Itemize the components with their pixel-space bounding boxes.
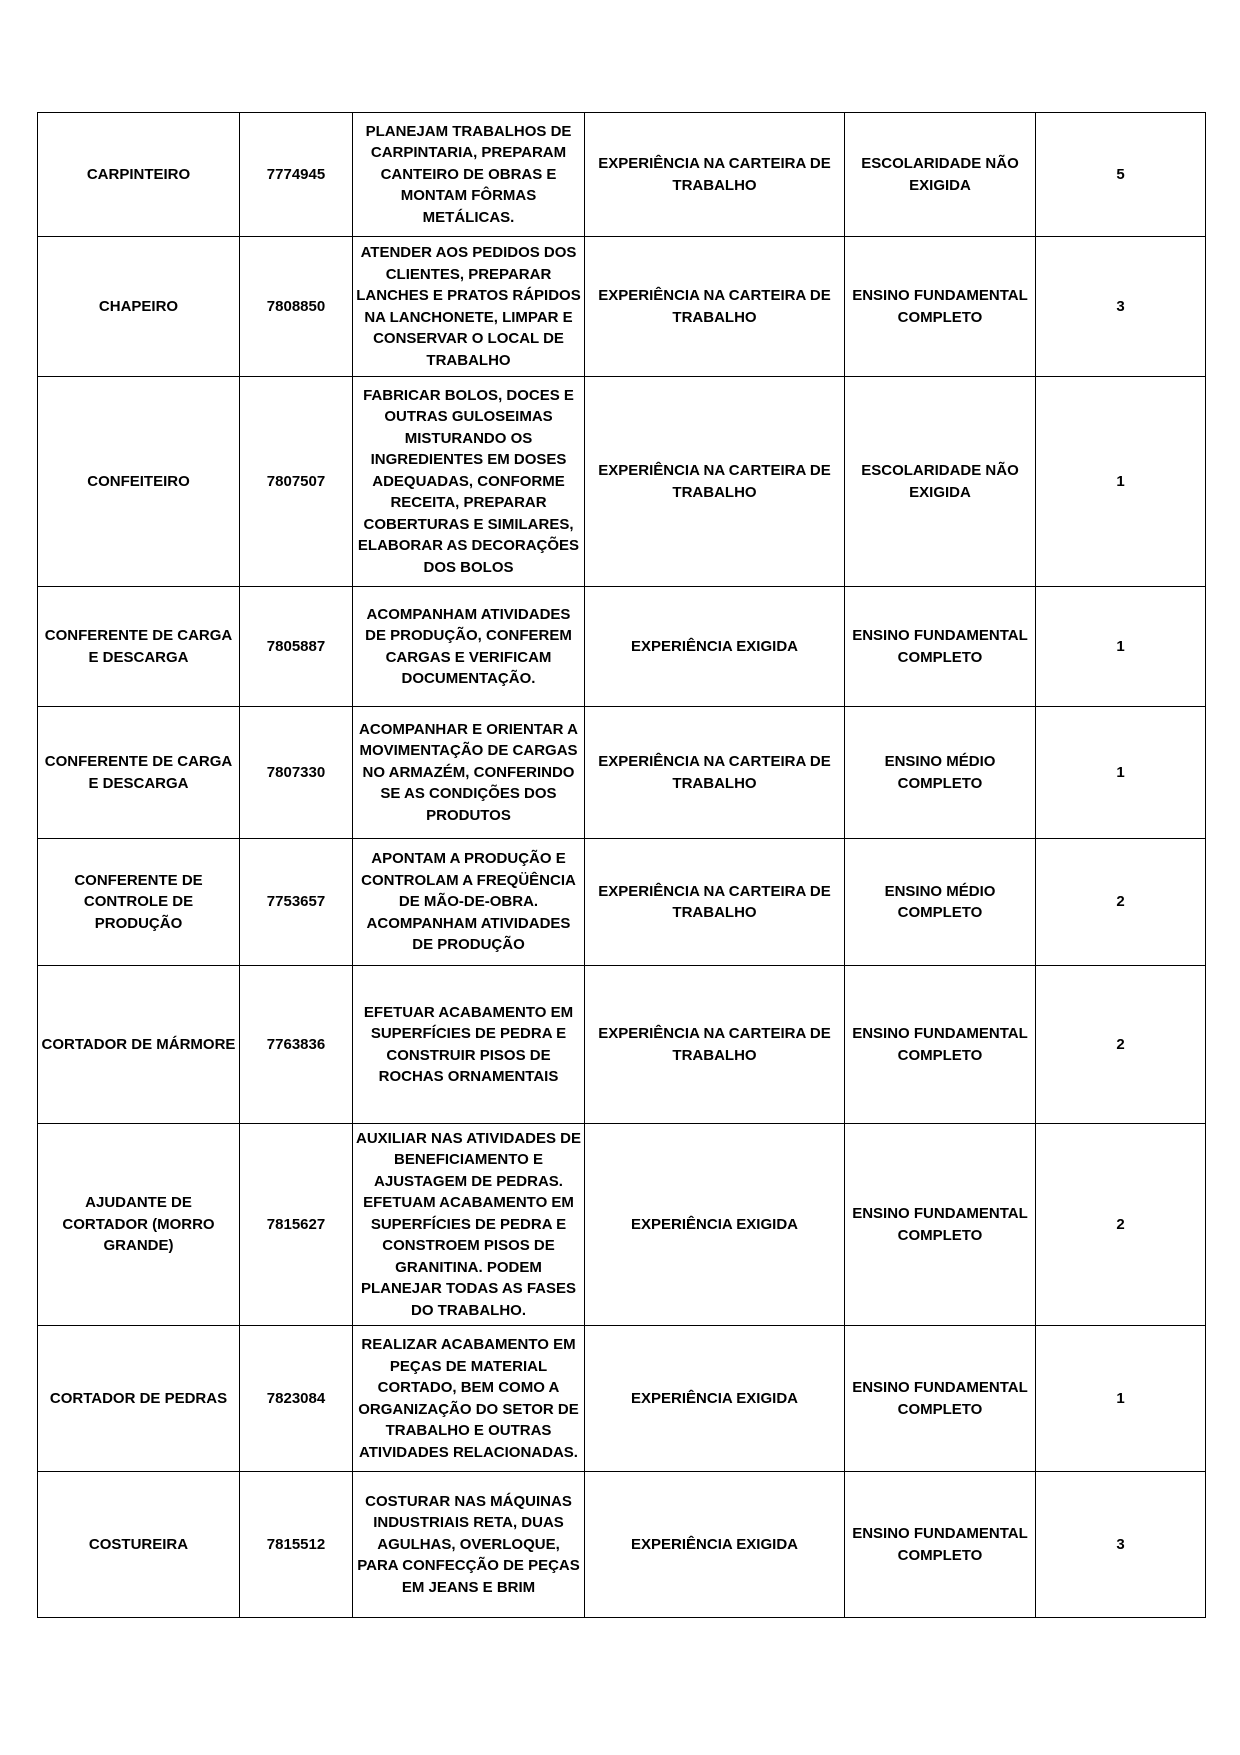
vacancies-count-cell: 1 (1036, 707, 1206, 839)
job-description-cell: AUXILIAR NAS ATIVIDADES DE BENEFICIAMENTO E AJUSTAGEM DE PEDRAS. EFETUAM ACABAMENTO EM SUPERFÍCIES DE PEDRA E CONSTROEM PISOS DE GRANITINA. PODEM PLANEJAR TODAS AS FASES DO TRABALHO. (353, 1124, 585, 1326)
job-code-cell: 7807507 (240, 377, 353, 587)
job-code-cell: 7763836 (240, 966, 353, 1124)
vacancies-count-cell: 2 (1036, 1124, 1206, 1326)
job-vacancies-body (38, 113, 1206, 1618)
education-requirement-cell: ENSINO FUNDAMENTAL COMPLETO (845, 237, 1036, 377)
experience-requirement-cell: EXPERIÊNCIA NA CARTEIRA DE TRABALHO (585, 707, 845, 839)
job-code-cell: 7823084 (240, 1326, 353, 1472)
job-description-cell: FABRICAR BOLOS, DOCES E OUTRAS GULOSEIMAS MISTURANDO OS INGREDIENTES EM DOSES ADEQUADAS, CONFORME RECEITA, PREPARAR COBERTURAS E SIMILARES, ELABORAR AS DECORAÇÕES DOS BOLOS (353, 377, 585, 587)
experience-requirement-cell: EXPERIÊNCIA NA CARTEIRA DE TRABALHO (585, 237, 845, 377)
education-requirement-cell: ENSINO FUNDAMENTAL COMPLETO (845, 1326, 1036, 1472)
job-description-cell: ACOMPANHAR E ORIENTAR A MOVIMENTAÇÃO DE CARGAS NO ARMAZÉM, CONFERINDO SE AS CONDIÇÕES DOS PRODUTOS (353, 707, 585, 839)
job-description-cell: APONTAM A PRODUÇÃO E CONTROLAM A FREQÜÊNCIA DE MÃO-DE-OBRA. ACOMPANHAM ATIVIDADES DE PRODUÇÃO (353, 839, 585, 966)
education-requirement-cell: ENSINO FUNDAMENTAL COMPLETO (845, 1124, 1036, 1326)
table-row (38, 237, 1206, 377)
job-description-cell: REALIZAR ACABAMENTO EM PEÇAS DE MATERIAL CORTADO, BEM COMO A ORGANIZAÇÃO DO SETOR DE TRABALHO E OUTRAS ATIVIDADES RELACIONADAS. (353, 1326, 585, 1472)
education-requirement-cell: ENSINO FUNDAMENTAL COMPLETO (845, 587, 1036, 707)
vacancies-count-cell: 1 (1036, 587, 1206, 707)
experience-requirement-cell: EXPERIÊNCIA EXIGIDA (585, 1472, 845, 1618)
education-requirement-cell: ENSINO FUNDAMENTAL COMPLETO (845, 966, 1036, 1124)
vacancies-count-cell: 2 (1036, 966, 1206, 1124)
table-row (38, 1326, 1206, 1472)
job-title-cell: CONFERENTE DE CARGA E DESCARGA (38, 587, 240, 707)
table-row (38, 1124, 1206, 1326)
table-row (38, 839, 1206, 966)
job-description-cell: ATENDER AOS PEDIDOS DOS CLIENTES, PREPARAR LANCHES E PRATOS RÁPIDOS NA LANCHONETE, LIMPAR E CONSERVAR O LOCAL DE TRABALHO (353, 237, 585, 377)
job-code-cell: 7808850 (240, 237, 353, 377)
education-requirement-cell: ESCOLARIDADE NÃO EXIGIDA (845, 113, 1036, 237)
job-title-cell: CORTADOR DE MÁRMORE (38, 966, 240, 1124)
job-title-cell: CONFERENTE DE CARGA E DESCARGA (38, 707, 240, 839)
table-row (38, 1472, 1206, 1618)
job-title-cell: AJUDANTE DE CORTADOR (MORRO GRANDE) (38, 1124, 240, 1326)
experience-requirement-cell: EXPERIÊNCIA NA CARTEIRA DE TRABALHO (585, 377, 845, 587)
job-code-cell: 7815627 (240, 1124, 353, 1326)
job-title-cell: CONFEITEIRO (38, 377, 240, 587)
vacancies-count-cell: 2 (1036, 839, 1206, 966)
experience-requirement-cell: EXPERIÊNCIA NA CARTEIRA DE TRABALHO (585, 113, 845, 237)
experience-requirement-cell: EXPERIÊNCIA EXIGIDA (585, 1124, 845, 1326)
experience-requirement-cell: EXPERIÊNCIA EXIGIDA (585, 1326, 845, 1472)
vacancies-count-cell: 3 (1036, 237, 1206, 377)
job-description-cell: PLANEJAM TRABALHOS DE CARPINTARIA, PREPARAM CANTEIRO DE OBRAS E MONTAM FÔRMAS METÁLICAS. (353, 113, 585, 237)
job-description-cell: ACOMPANHAM ATIVIDADES DE PRODUÇÃO, CONFEREM CARGAS E VERIFICAM DOCUMENTAÇÃO. (353, 587, 585, 707)
job-code-cell: 7774945 (240, 113, 353, 237)
job-title-cell: CHAPEIRO (38, 237, 240, 377)
job-title-cell: CORTADOR DE PEDRAS (38, 1326, 240, 1472)
job-code-cell: 7815512 (240, 1472, 353, 1618)
job-title-cell: CONFERENTE DE CONTROLE DE PRODUÇÃO (38, 839, 240, 966)
education-requirement-cell: ENSINO MÉDIO COMPLETO (845, 707, 1036, 839)
education-requirement-cell: ESCOLARIDADE NÃO EXIGIDA (845, 377, 1036, 587)
education-requirement-cell: ENSINO FUNDAMENTAL COMPLETO (845, 1472, 1036, 1618)
table-row (38, 707, 1206, 839)
job-title-cell: COSTUREIRA (38, 1472, 240, 1618)
job-code-cell: 7805887 (240, 587, 353, 707)
experience-requirement-cell: EXPERIÊNCIA NA CARTEIRA DE TRABALHO (585, 839, 845, 966)
vacancies-count-cell: 1 (1036, 1326, 1206, 1472)
vacancies-count-cell: 5 (1036, 113, 1206, 237)
table-row (38, 113, 1206, 237)
experience-requirement-cell: EXPERIÊNCIA EXIGIDA (585, 587, 845, 707)
job-title-cell: CARPINTEIRO (38, 113, 240, 237)
job-code-cell: 7807330 (240, 707, 353, 839)
vacancies-count-cell: 1 (1036, 377, 1206, 587)
job-description-cell: COSTURAR NAS MÁQUINAS INDUSTRIAIS RETA, DUAS AGULHAS, OVERLOQUE, PARA CONFECÇÃO DE PEÇAS EM JEANS E BRIM (353, 1472, 585, 1618)
education-requirement-cell: ENSINO MÉDIO COMPLETO (845, 839, 1036, 966)
job-code-cell: 7753657 (240, 839, 353, 966)
table-row (38, 587, 1206, 707)
job-vacancies-table (37, 112, 1206, 1618)
experience-requirement-cell: EXPERIÊNCIA NA CARTEIRA DE TRABALHO (585, 966, 845, 1124)
table-row (38, 966, 1206, 1124)
table-row (38, 377, 1206, 587)
job-description-cell: EFETUAR ACABAMENTO EM SUPERFÍCIES DE PEDRA E CONSTRUIR PISOS DE ROCHAS ORNAMENTAIS (353, 966, 585, 1124)
vacancies-count-cell: 3 (1036, 1472, 1206, 1618)
